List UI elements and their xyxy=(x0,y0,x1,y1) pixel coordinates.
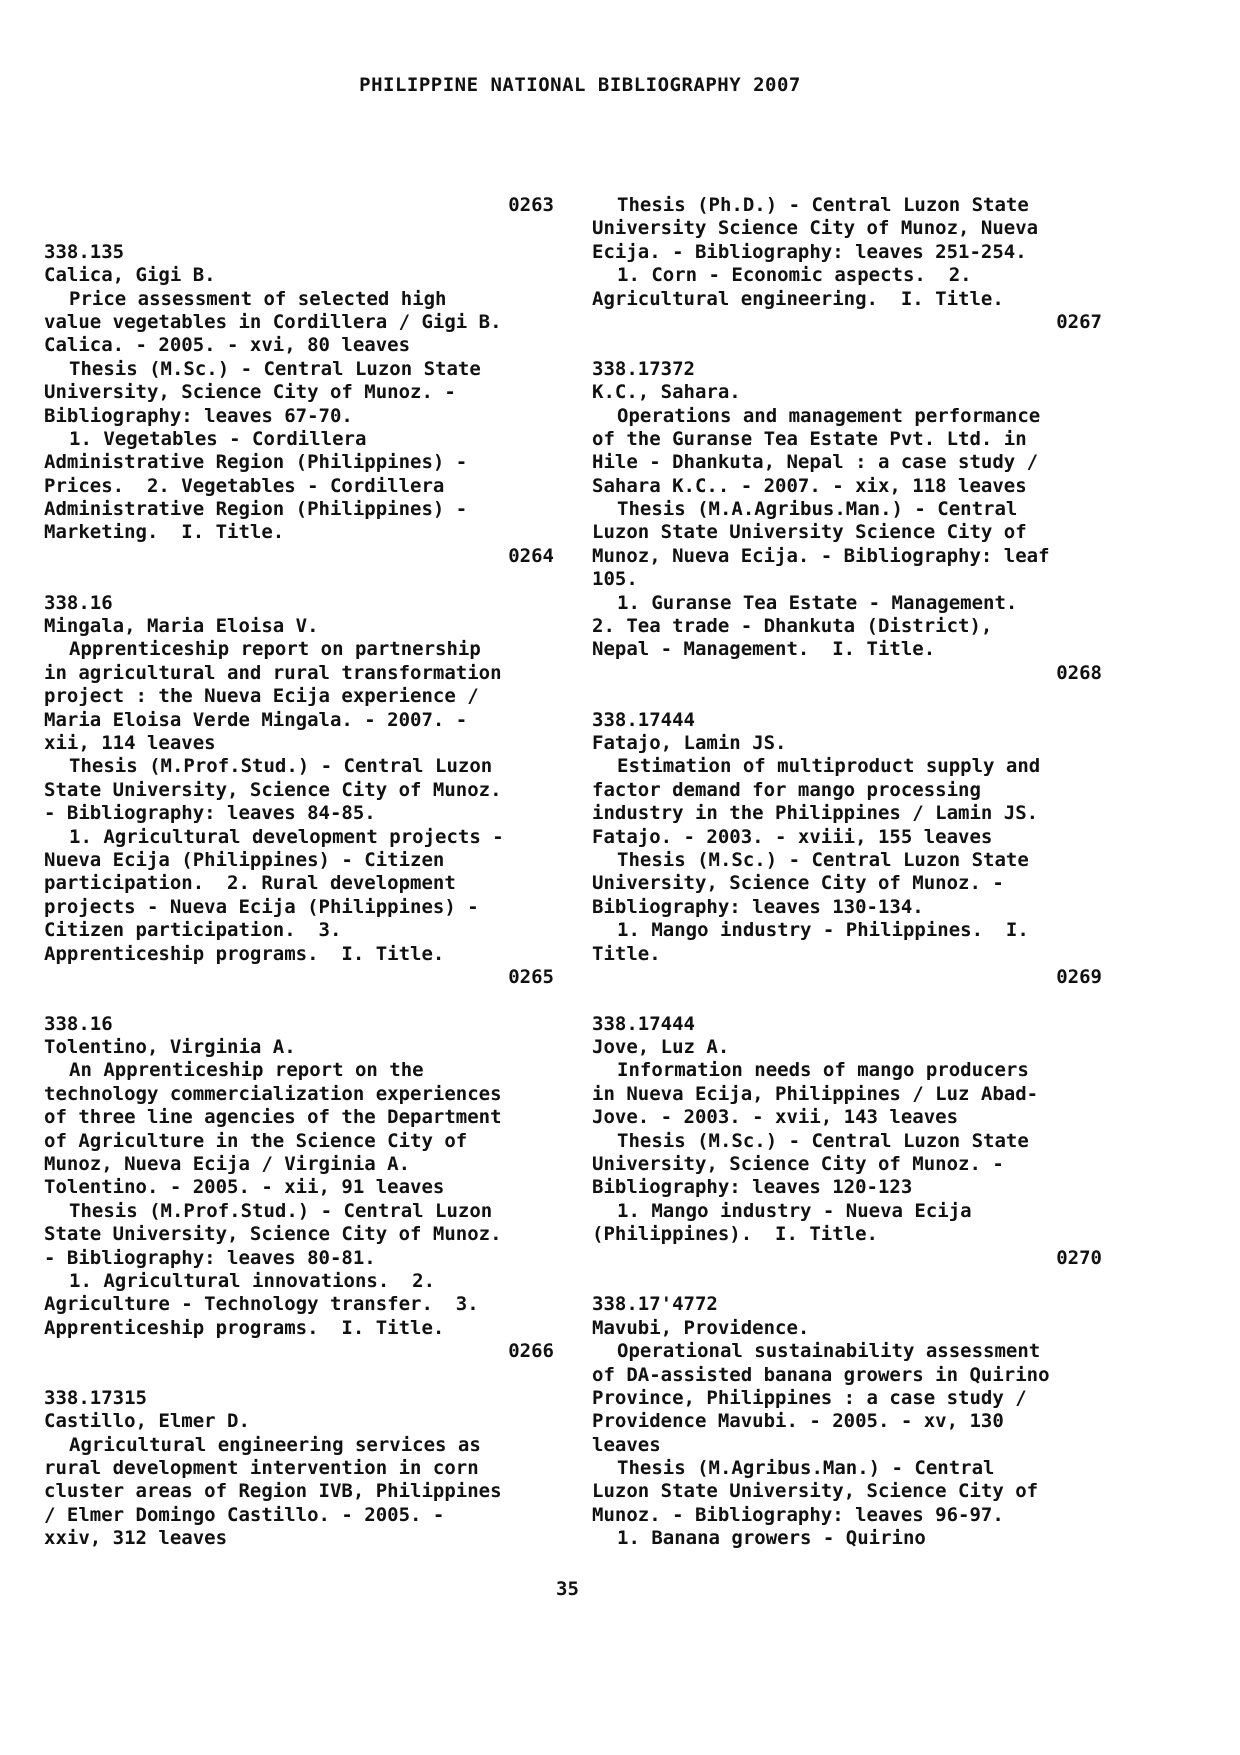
thesis-note: Thesis (M.Prof.Stud.) - Central Luzon xyxy=(69,755,493,778)
spacer xyxy=(592,1270,1102,1293)
subjects-line: 1. Corn - Economic aspects. 2. xyxy=(617,264,972,287)
entry-line: Nepal - Management. I. Title. xyxy=(592,638,936,661)
entry-line: Bibliography: leaves 67-70. xyxy=(44,404,353,427)
entry-line: leaves xyxy=(592,1433,661,1456)
entry-line: Agricultural engineering. I. Title. xyxy=(592,287,1004,310)
entry-line: industry in the Philippines / Lamin JS. xyxy=(592,802,1039,825)
entry-line: factor demand for mango processing xyxy=(592,778,981,801)
entry-line: of DA-assisted banana growers in Quirino xyxy=(592,1363,1050,1386)
subjects-line: 1. Guranse Tea Estate - Management. xyxy=(617,591,1018,614)
subjects-line: 1. Agricultural development projects - xyxy=(69,825,504,848)
entry-line: University Science City of Munoz, Nueva xyxy=(592,217,1039,240)
spacer xyxy=(592,685,1102,708)
thesis-note: Thesis (M.Agribus.Man.) - Central xyxy=(617,1457,995,1480)
entry-line: Administrative Region (Philippines) - xyxy=(44,498,468,521)
entry-line: Apprenticeship programs. I. Title. xyxy=(44,942,445,965)
thesis-note: Thesis (M.Sc.) - Central Luzon State xyxy=(617,848,1029,871)
entry-line: Munoz, Nueva Ecija. - Bibliography: leaf xyxy=(592,544,1050,567)
call-number: 338.17372 xyxy=(592,357,695,380)
record-number: 0267 xyxy=(1056,310,1102,333)
entry-line: Bibliography: leaves 120-123 xyxy=(592,1176,913,1199)
call-number: 338.16 xyxy=(44,591,113,614)
entry-line: xii, 114 leaves xyxy=(44,731,216,754)
entry-line: projects - Nueva Ecija (Philippines) - xyxy=(44,895,479,918)
entry-line: of three line agencies of the Department xyxy=(44,1106,502,1129)
author: Castillo, Elmer D. xyxy=(44,1410,250,1433)
entry-line: University, Science City of Munoz. - xyxy=(592,1153,1004,1176)
entry-line: Nueva Ecija (Philippines) - Citizen xyxy=(44,848,445,871)
thesis-note: Thesis (Ph.D.) - Central Luzon State xyxy=(617,194,1029,216)
spacer xyxy=(44,568,554,591)
title-line: Price assessment of selected high xyxy=(69,287,447,310)
thesis-note: Thesis (M.Sc.) - Central Luzon State xyxy=(69,357,481,380)
call-number: 338.16 xyxy=(44,1012,113,1035)
entry-line: cluster areas of Region IVB, Philippines xyxy=(44,1480,502,1503)
title-line: Operations and management performance xyxy=(617,404,1041,427)
entry-line: Munoz. - Bibliography: leaves 96-97. xyxy=(592,1503,1004,1526)
entry-line: of the Guranse Tea Estate Pvt. Ltd. in xyxy=(592,427,1027,450)
entry-line: Providence Mavubi. - 2005. - xv, 130 xyxy=(592,1410,1004,1433)
call-number: 338.17'4772 xyxy=(592,1293,718,1316)
entry-line: Citizen participation. 3. xyxy=(44,919,342,942)
entry-line: Maria Eloisa Verde Mingala. - 2007. - xyxy=(44,708,468,731)
author: Mingala, Maria Eloisa V. xyxy=(44,615,319,638)
entry-line: 2. Tea trade - Dhankuta (District), xyxy=(592,615,993,638)
entry-line: Title. xyxy=(592,942,661,965)
entry-line: Bibliography: leaves 130-134. xyxy=(592,895,924,918)
spacer xyxy=(592,989,1102,1012)
entry-line: xxiv, 312 leaves xyxy=(44,1527,228,1550)
entry-line: - Bibliography: leaves 80-81. xyxy=(44,1246,376,1269)
entry-line: Tolentino. - 2005. - xii, 91 leaves xyxy=(44,1176,445,1199)
title-line: Information needs of mango producers xyxy=(617,1059,1029,1082)
right-column xyxy=(592,194,1102,1551)
entry-line: State University, Science City of Munoz. xyxy=(44,1223,502,1246)
entry-line: Sahara K.C.. - 2007. - xix, 118 leaves xyxy=(592,474,1027,497)
entry-line: / Elmer Domingo Castillo. - 2005. - xyxy=(44,1503,445,1526)
page-header-title: PHILIPPINE NATIONAL BIBLIOGRAPHY 2007 xyxy=(359,74,801,96)
spacer xyxy=(44,989,554,1012)
entry-line: Fatajo. - 2003. - xviii, 155 leaves xyxy=(592,825,993,848)
left-column xyxy=(44,194,554,1551)
entry-line: Province, Philippines : a case study / xyxy=(592,1386,1027,1409)
record-number: 0264 xyxy=(508,544,554,567)
subjects-line: 1. Agricultural innovations. 2. xyxy=(69,1269,436,1292)
subjects-line: 1. Banana growers - Quirino xyxy=(617,1527,926,1550)
call-number: 338.135 xyxy=(44,240,125,263)
author: Mavubi, Providence. xyxy=(592,1316,810,1339)
entry-line: State University, Science City of Munoz. xyxy=(44,778,502,801)
author: K.C., Sahara. xyxy=(592,381,741,404)
title-line: Apprenticeship report on partnership xyxy=(69,638,481,661)
entry-line: project : the Nueva Ecija experience / xyxy=(44,685,479,708)
entry-line: Marketing. I. Title. xyxy=(44,521,285,544)
record-number: 0265 xyxy=(508,965,554,988)
record-number: 0268 xyxy=(1056,661,1102,684)
author: Calica, Gigi B. xyxy=(44,264,216,287)
call-number: 338.17444 xyxy=(592,1012,695,1035)
call-number: 338.17315 xyxy=(44,1386,147,1409)
thesis-note: Thesis (M.A.Agribus.Man.) - Central xyxy=(617,498,1018,521)
entry-line: University, Science City of Munoz. - xyxy=(44,381,456,404)
record-number: 0269 xyxy=(1056,965,1102,988)
entry-line: Prices. 2. Vegetables - Cordillera xyxy=(44,474,445,497)
entry-line: University, Science City of Munoz. - xyxy=(592,872,1004,895)
thesis-note: Thesis (M.Sc.) - Central Luzon State xyxy=(617,1129,1029,1152)
record-number: 0263 xyxy=(508,194,554,216)
title-line: Operational sustainability assessment xyxy=(617,1340,1041,1363)
entry-line: Luzon State University, Science City of xyxy=(592,1480,1039,1503)
entry-line: Administrative Region (Philippines) - xyxy=(44,451,468,474)
entry-line: technology commercialization experiences xyxy=(44,1082,502,1105)
spacer xyxy=(44,1364,554,1387)
entry-line: rural development intervention in corn xyxy=(44,1457,479,1480)
record-number: 0266 xyxy=(508,1340,554,1363)
spacer xyxy=(44,217,554,240)
subjects-line: 1. Mango industry - Nueva Ecija xyxy=(617,1199,972,1222)
call-number: 338.17444 xyxy=(592,708,695,731)
entry-line: participation. 2. Rural development xyxy=(44,872,456,895)
title-line: Agricultural engineering services as xyxy=(69,1433,481,1456)
entry-line: Calica. - 2005. - xvi, 80 leaves xyxy=(44,334,411,357)
entry-line: (Philippines). I. Title. xyxy=(592,1223,878,1246)
entry-line: - Bibliography: leaves 84-85. xyxy=(44,802,376,825)
entry-line: Ecija. - Bibliography: leaves 251-254. xyxy=(592,240,1027,263)
entry-line: value vegetables in Cordillera / Gigi B. xyxy=(44,310,502,333)
record-number: 0270 xyxy=(1056,1246,1102,1269)
entry-line: in Nueva Ecija, Philippines / Luz Abad- xyxy=(592,1082,1039,1105)
subjects-line: 1. Vegetables - Cordillera xyxy=(69,427,367,450)
subjects-line: 1. Mango industry - Philippines. I. xyxy=(617,919,1029,942)
title-line: An Apprenticeship report on the xyxy=(69,1059,424,1082)
page-number: 35 xyxy=(556,1578,579,1600)
entry-line: Munoz, Nueva Ecija / Virginia A. xyxy=(44,1153,411,1176)
thesis-note: Thesis (M.Prof.Stud.) - Central Luzon xyxy=(69,1199,493,1222)
author: Jove, Luz A. xyxy=(592,1036,730,1059)
spacer xyxy=(592,334,1102,357)
entry-line: Jove. - 2003. - xvii, 143 leaves xyxy=(592,1106,959,1129)
entry-line: Luzon State University Science City of xyxy=(592,521,1027,544)
entry-line: Hile - Dhankuta, Nepal : a case study / xyxy=(592,451,1039,474)
entry-line: Agriculture - Technology transfer. 3. xyxy=(44,1293,479,1316)
entry-line: in agricultural and rural transformation xyxy=(44,661,502,684)
entry-line: 105. xyxy=(592,568,638,591)
entry-line: Apprenticeship programs. I. Title. xyxy=(44,1316,445,1339)
author: Fatajo, Lamin JS. xyxy=(592,731,787,754)
title-line: Estimation of multiproduct supply and xyxy=(617,755,1041,778)
entry-line: of Agriculture in the Science City of xyxy=(44,1129,468,1152)
author: Tolentino, Virginia A. xyxy=(44,1036,296,1059)
